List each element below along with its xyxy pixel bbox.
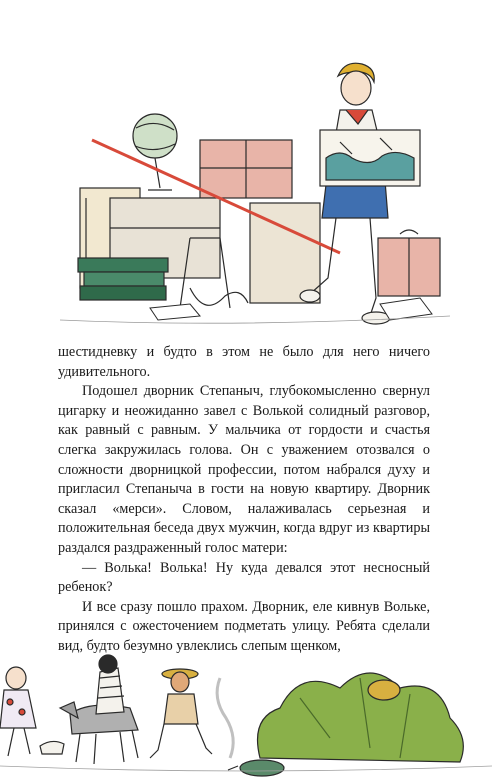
paragraph-3: — Волька! Волька! Ну куда девался этот несносный ребенок? [58,559,430,596]
paragraph-4: И все сразу пошло прахом. Дворник, еле кивнув Вольке, принялся с ожесточением подметать улицу. Ребята сделали вид, будто безумно увлеклись слепым щенком, [58,598,430,654]
body-text [58,343,430,657]
bush [258,673,464,762]
small-dog [40,741,64,754]
top-illustration [40,58,460,330]
man-with-hat [150,669,212,758]
bottom-illustration [0,638,492,780]
donkey-with-rider [60,655,138,764]
fallen-vase [228,760,284,776]
paragraph-1: шестидневку и будто в этом не было для него ничего удивительного. [58,344,430,380]
child-figure [0,667,36,756]
paragraph-2: Подошел дворник Степаныч, глубокомысленно свернул цигарку и неожиданно завел с Волькой солидный разговор, как равный с равным. У мальчика от гордости и счастья слегка закружилась голова. Он с уважением отозвался о сложности дворницкой профессии, потом набрался духу и пригласил Степаныча в гости на новую квартиру. Дворник сказал «мерси». Словом, налаживалась серьезная и положительная беседа двух мужчин, когда вдруг из квартиры раздался раздраженный голос матери: [58,383,430,556]
